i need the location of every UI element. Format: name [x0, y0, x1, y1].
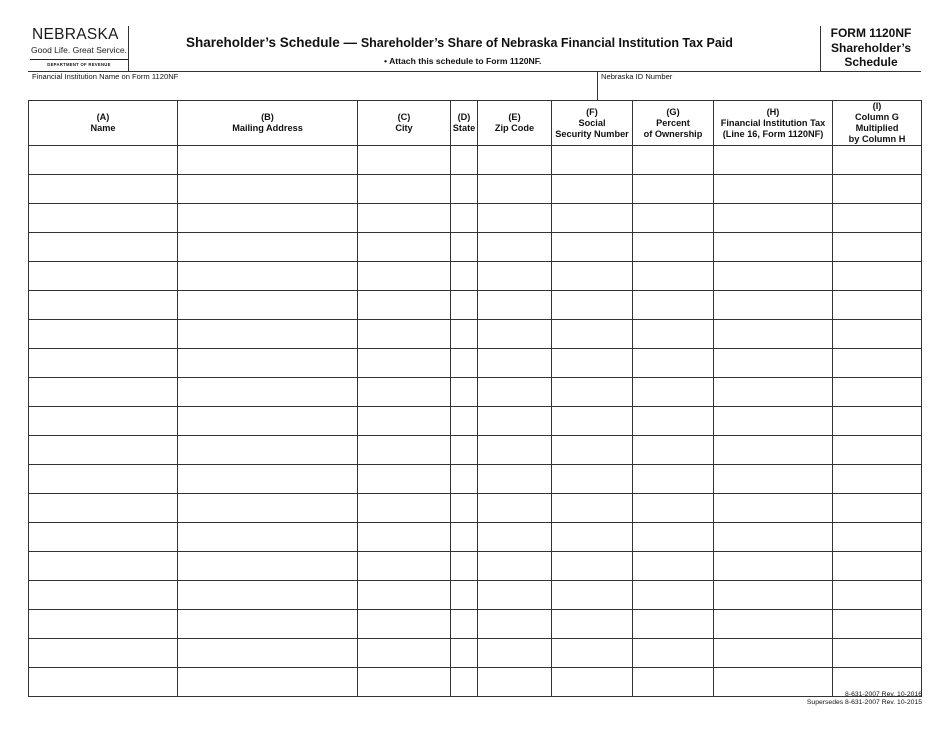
- cell-zip[interactable]: [478, 407, 552, 436]
- table-row: [29, 668, 922, 697]
- cell-ssn[interactable]: [552, 378, 633, 407]
- table-row: [29, 523, 922, 552]
- cell-zip[interactable]: [478, 465, 552, 494]
- cell-state[interactable]: [451, 581, 478, 610]
- cell-mailing-address[interactable]: [178, 668, 358, 697]
- cell-state[interactable]: [451, 436, 478, 465]
- cell-percent-ownership[interactable]: [633, 639, 714, 668]
- form-name: [821, 41, 921, 69]
- cell-name[interactable]: [29, 320, 178, 349]
- cell-state[interactable]: [451, 175, 478, 204]
- cell-state[interactable]: [451, 668, 478, 697]
- supersedes-code: Supersedes 8-631-2007 Rev. 10-2015: [806, 699, 922, 706]
- cell-g-times-h[interactable]: [833, 436, 922, 465]
- col-header-ssn: (F) Social Security Number: [552, 101, 633, 146]
- cell-state[interactable]: [451, 349, 478, 378]
- cell-percent-ownership[interactable]: [633, 552, 714, 581]
- cell-g-times-h[interactable]: [833, 465, 922, 494]
- cell-mailing-address[interactable]: [178, 378, 358, 407]
- table-row: [29, 146, 922, 175]
- cell-percent-ownership[interactable]: [633, 204, 714, 233]
- table-row: [29, 378, 922, 407]
- cell-institution-tax[interactable]: [714, 610, 833, 639]
- cell-zip[interactable]: [478, 668, 552, 697]
- cell-name[interactable]: [29, 523, 178, 552]
- table-row: [29, 175, 922, 204]
- cell-g-times-h[interactable]: [833, 639, 922, 668]
- cell-name[interactable]: [29, 146, 178, 175]
- cell-percent-ownership[interactable]: [633, 581, 714, 610]
- table-row: [29, 639, 922, 668]
- revision-code: 8-631-2007 Rev. 10-2016: [845, 691, 922, 698]
- cell-city[interactable]: [358, 175, 451, 204]
- cell-mailing-address[interactable]: [178, 233, 358, 262]
- cell-zip[interactable]: [478, 378, 552, 407]
- cell-city[interactable]: [358, 552, 451, 581]
- cell-city[interactable]: [358, 639, 451, 668]
- cell-ssn[interactable]: [552, 668, 633, 697]
- cell-ssn[interactable]: [552, 581, 633, 610]
- table-row: [29, 320, 922, 349]
- cell-mailing-address[interactable]: [178, 436, 358, 465]
- cell-percent-ownership[interactable]: [633, 146, 714, 175]
- cell-city[interactable]: [358, 262, 451, 291]
- cell-state[interactable]: [451, 639, 478, 668]
- nebraska-revenue-logo: [30, 26, 130, 70]
- table-row: [29, 349, 922, 378]
- cell-institution-tax[interactable]: [714, 465, 833, 494]
- cell-state[interactable]: [451, 233, 478, 262]
- logo-separator: [128, 26, 129, 71]
- cell-institution-tax[interactable]: [714, 320, 833, 349]
- cell-state[interactable]: [451, 523, 478, 552]
- cell-name[interactable]: [29, 552, 178, 581]
- cell-g-times-h[interactable]: [833, 320, 922, 349]
- col-header-state: (D) State: [451, 101, 478, 146]
- cell-city[interactable]: [358, 436, 451, 465]
- logo-divider: [30, 59, 128, 60]
- cell-zip[interactable]: [478, 494, 552, 523]
- cell-g-times-h[interactable]: [833, 494, 922, 523]
- cell-city[interactable]: [358, 320, 451, 349]
- cell-percent-ownership[interactable]: [633, 378, 714, 407]
- cell-name[interactable]: [29, 668, 178, 697]
- cell-name[interactable]: [29, 291, 178, 320]
- cell-percent-ownership[interactable]: [633, 407, 714, 436]
- cell-zip[interactable]: [478, 523, 552, 552]
- cell-zip[interactable]: [478, 262, 552, 291]
- cell-state[interactable]: [451, 291, 478, 320]
- cell-zip[interactable]: [478, 204, 552, 233]
- cell-name[interactable]: [29, 262, 178, 291]
- cell-state[interactable]: [451, 146, 478, 175]
- cell-mailing-address[interactable]: [178, 523, 358, 552]
- cell-ssn[interactable]: [552, 610, 633, 639]
- cell-g-times-h[interactable]: [833, 291, 922, 320]
- cell-institution-tax[interactable]: [714, 175, 833, 204]
- col-header-zip: (E) Zip Code: [478, 101, 552, 146]
- cell-state[interactable]: [451, 552, 478, 581]
- cell-percent-ownership[interactable]: [633, 320, 714, 349]
- col-header-name: (A) Name: [29, 101, 178, 146]
- form-id-box: [820, 26, 921, 72]
- form-number: FORM 1120NF: [830, 26, 912, 40]
- col-header-institution-tax: (H) Financial Institution Tax (Line 16, Form 1120NF): [714, 101, 833, 146]
- cell-g-times-h[interactable]: [833, 349, 922, 378]
- cell-name[interactable]: [29, 378, 178, 407]
- cell-zip[interactable]: [478, 581, 552, 610]
- cell-state[interactable]: [451, 610, 478, 639]
- cell-g-times-h[interactable]: [833, 175, 922, 204]
- cell-percent-ownership[interactable]: [633, 233, 714, 262]
- id-field-separator: [597, 71, 598, 100]
- cell-percent-ownership[interactable]: [633, 349, 714, 378]
- page-title: [186, 35, 733, 50]
- cell-g-times-h[interactable]: [833, 262, 922, 291]
- table-row: [29, 494, 922, 523]
- cell-mailing-address[interactable]: [178, 175, 358, 204]
- cell-name[interactable]: [29, 349, 178, 378]
- cell-city[interactable]: [358, 349, 451, 378]
- cell-state[interactable]: [451, 320, 478, 349]
- cell-percent-ownership[interactable]: [633, 436, 714, 465]
- cell-ssn[interactable]: [552, 175, 633, 204]
- cell-mailing-address[interactable]: [178, 407, 358, 436]
- cell-zip[interactable]: [478, 175, 552, 204]
- cell-percent-ownership[interactable]: [633, 262, 714, 291]
- cell-name[interactable]: [29, 175, 178, 204]
- cell-name[interactable]: [29, 610, 178, 639]
- cell-name[interactable]: [29, 639, 178, 668]
- cell-institution-tax[interactable]: [714, 552, 833, 581]
- col-header-city: (C) City: [358, 101, 451, 146]
- cell-ssn[interactable]: [552, 146, 633, 175]
- nebraska-id-field[interactable]: Nebraska ID Number: [601, 72, 673, 81]
- cell-city[interactable]: [358, 581, 451, 610]
- cell-ssn[interactable]: [552, 233, 633, 262]
- table-row: [29, 291, 922, 320]
- table-row: [29, 581, 922, 610]
- cell-ssn[interactable]: [552, 349, 633, 378]
- cell-institution-tax[interactable]: [714, 523, 833, 552]
- cell-institution-tax[interactable]: [714, 436, 833, 465]
- cell-name[interactable]: [29, 581, 178, 610]
- cell-city[interactable]: [358, 233, 451, 262]
- cell-ssn[interactable]: [552, 262, 633, 291]
- table-row: [29, 610, 922, 639]
- table-body: [29, 146, 922, 697]
- cell-institution-tax[interactable]: [714, 262, 833, 291]
- cell-ssn[interactable]: [552, 291, 633, 320]
- cell-state[interactable]: [451, 204, 478, 233]
- form-name-line2: Schedule: [844, 55, 898, 69]
- cell-zip[interactable]: [478, 291, 552, 320]
- cell-mailing-address[interactable]: [178, 320, 358, 349]
- table-row: [29, 233, 922, 262]
- cell-g-times-h[interactable]: [833, 146, 922, 175]
- cell-zip[interactable]: [478, 436, 552, 465]
- cell-state[interactable]: [451, 378, 478, 407]
- cell-percent-ownership[interactable]: [633, 610, 714, 639]
- cell-zip[interactable]: [478, 610, 552, 639]
- table-header-row: [29, 101, 922, 146]
- cell-ssn[interactable]: [552, 639, 633, 668]
- cell-ssn[interactable]: [552, 436, 633, 465]
- cell-mailing-address[interactable]: [178, 494, 358, 523]
- cell-g-times-h[interactable]: [833, 552, 922, 581]
- cell-name[interactable]: [29, 436, 178, 465]
- cell-percent-ownership[interactable]: [633, 465, 714, 494]
- cell-mailing-address[interactable]: [178, 581, 358, 610]
- cell-ssn[interactable]: [552, 523, 633, 552]
- cell-institution-tax[interactable]: [714, 581, 833, 610]
- cell-percent-ownership[interactable]: [633, 291, 714, 320]
- table-row: [29, 407, 922, 436]
- cell-mailing-address[interactable]: [178, 262, 358, 291]
- cell-institution-tax[interactable]: [714, 378, 833, 407]
- cell-g-times-h[interactable]: [833, 610, 922, 639]
- cell-mailing-address[interactable]: [178, 146, 358, 175]
- cell-city[interactable]: [358, 378, 451, 407]
- table-row: [29, 436, 922, 465]
- cell-mailing-address[interactable]: [178, 610, 358, 639]
- logo-wordmark: NEBRASKA: [32, 26, 119, 43]
- cell-institution-tax[interactable]: [714, 639, 833, 668]
- cell-zip[interactable]: [478, 552, 552, 581]
- attach-instruction: • Attach this schedule to Form 1120NF.: [384, 56, 542, 66]
- cell-percent-ownership[interactable]: [633, 175, 714, 204]
- table-row: [29, 262, 922, 291]
- cell-g-times-h[interactable]: [833, 204, 922, 233]
- table-row: [29, 552, 922, 581]
- cell-name[interactable]: [29, 233, 178, 262]
- cell-state[interactable]: [451, 494, 478, 523]
- cell-name[interactable]: [29, 465, 178, 494]
- cell-city[interactable]: [358, 523, 451, 552]
- cell-city[interactable]: [358, 610, 451, 639]
- cell-institution-tax[interactable]: [714, 291, 833, 320]
- col-header-mailing-address: (B) Mailing Address: [178, 101, 358, 146]
- cell-ssn[interactable]: [552, 465, 633, 494]
- cell-g-times-h[interactable]: [833, 233, 922, 262]
- title-subtitle: Shareholder’s Share of Nebraska Financial Institution Tax Paid: [360, 36, 733, 50]
- cell-name[interactable]: [29, 407, 178, 436]
- cell-ssn[interactable]: [552, 204, 633, 233]
- cell-mailing-address[interactable]: [178, 204, 358, 233]
- logo-tagline: Good Life. Great Service.: [31, 45, 127, 55]
- shareholder-table: [28, 100, 922, 697]
- revision-info: [807, 691, 922, 707]
- cell-institution-tax[interactable]: [714, 407, 833, 436]
- cell-g-times-h[interactable]: [833, 523, 922, 552]
- cell-zip[interactable]: [478, 320, 552, 349]
- form-name-line1: Shareholder’s: [830, 41, 912, 55]
- logo-department: DEPARTMENT OF REVENUE: [47, 62, 111, 67]
- cell-institution-tax[interactable]: [714, 233, 833, 262]
- institution-name-field[interactable]: Financial Institution Name on Form 1120NF: [32, 72, 179, 81]
- cell-percent-ownership[interactable]: [633, 523, 714, 552]
- cell-city[interactable]: [358, 465, 451, 494]
- cell-ssn[interactable]: [552, 407, 633, 436]
- cell-g-times-h[interactable]: [833, 581, 922, 610]
- cell-institution-tax[interactable]: [714, 494, 833, 523]
- cell-g-times-h[interactable]: [833, 407, 922, 436]
- title-main: Shareholder’s Schedule —: [186, 35, 358, 50]
- cell-percent-ownership[interactable]: [633, 494, 714, 523]
- cell-institution-tax[interactable]: [714, 349, 833, 378]
- cell-name[interactable]: [29, 494, 178, 523]
- cell-state[interactable]: [451, 407, 478, 436]
- cell-city[interactable]: [358, 407, 451, 436]
- cell-institution-tax[interactable]: [714, 146, 833, 175]
- cell-ssn[interactable]: [552, 552, 633, 581]
- cell-state[interactable]: [451, 262, 478, 291]
- cell-zip[interactable]: [478, 639, 552, 668]
- cell-mailing-address[interactable]: [178, 552, 358, 581]
- cell-city[interactable]: [358, 146, 451, 175]
- cell-mailing-address[interactable]: [178, 639, 358, 668]
- cell-city[interactable]: [358, 494, 451, 523]
- col-header-g-times-h: (I) Column G Multiplied by Column H: [833, 101, 922, 146]
- cell-zip[interactable]: [478, 146, 552, 175]
- cell-mailing-address[interactable]: [178, 465, 358, 494]
- cell-g-times-h[interactable]: [833, 378, 922, 407]
- table-row: [29, 204, 922, 233]
- cell-name[interactable]: [29, 204, 178, 233]
- cell-zip[interactable]: [478, 349, 552, 378]
- cell-zip[interactable]: [478, 233, 552, 262]
- cell-percent-ownership[interactable]: [633, 668, 714, 697]
- cell-city[interactable]: [358, 668, 451, 697]
- cell-ssn[interactable]: [552, 320, 633, 349]
- col-header-percent-ownership: (G) Percent of Ownership: [633, 101, 714, 146]
- cell-mailing-address[interactable]: [178, 349, 358, 378]
- cell-institution-tax[interactable]: [714, 204, 833, 233]
- cell-city[interactable]: [358, 204, 451, 233]
- cell-mailing-address[interactable]: [178, 291, 358, 320]
- cell-ssn[interactable]: [552, 494, 633, 523]
- cell-city[interactable]: [358, 291, 451, 320]
- table-row: [29, 465, 922, 494]
- cell-state[interactable]: [451, 465, 478, 494]
